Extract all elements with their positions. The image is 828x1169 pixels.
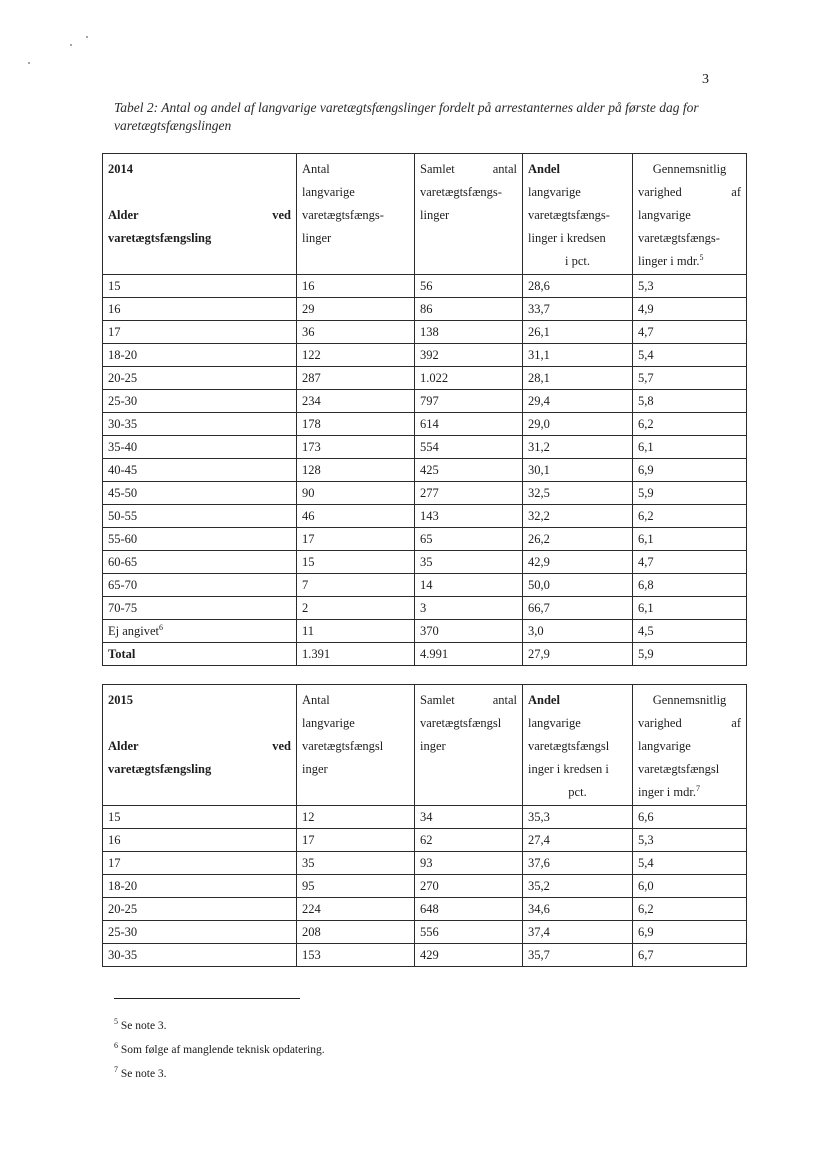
table-header-row [103, 154, 747, 275]
table-total-row [103, 643, 747, 666]
cell-age: 18-20 [103, 875, 297, 898]
cell-age: 16 [103, 298, 297, 321]
cell-antal: 29 [297, 298, 415, 321]
cell-andel: 42,9 [523, 551, 633, 574]
cell-varighed: 6,9 [633, 921, 747, 944]
header-andel: Andel langvarige varetægtsfængsl inger i kredsen i pct. [523, 685, 633, 806]
cell-andel: 34,6 [523, 898, 633, 921]
table-row [103, 436, 747, 459]
cell-age: 40-45 [103, 459, 297, 482]
cell-age: 17 [103, 321, 297, 344]
cell-samlet: 62 [415, 829, 523, 852]
cell-andel: 32,5 [523, 482, 633, 505]
cell-samlet: 34 [415, 806, 523, 829]
cell-andel: 31,1 [523, 344, 633, 367]
cell-samlet: 370 [415, 620, 523, 643]
cell-samlet: 277 [415, 482, 523, 505]
table-header-row [103, 685, 747, 806]
cell-antal: 46 [297, 505, 415, 528]
cell-varighed: 5,7 [633, 367, 747, 390]
cell-varighed: 5,9 [633, 482, 747, 505]
cell-age: 65-70 [103, 574, 297, 597]
scan-speck [70, 44, 72, 46]
cell-total-andel: 27,9 [523, 643, 633, 666]
cell-varighed: 4,7 [633, 321, 747, 344]
cell-varighed: 6,2 [633, 505, 747, 528]
cell-andel: 66,7 [523, 597, 633, 620]
cell-samlet: 35 [415, 551, 523, 574]
header-samlet: Samlet antal varetægtsfængsl inger [415, 685, 523, 806]
table-2015 [102, 684, 747, 967]
cell-samlet: 14 [415, 574, 523, 597]
table-row [103, 505, 747, 528]
table-row [103, 275, 747, 298]
cell-varighed: 6,2 [633, 413, 747, 436]
table-row [103, 620, 747, 643]
cell-antal: 36 [297, 321, 415, 344]
cell-antal: 17 [297, 829, 415, 852]
footnote: $^5$ Se note 3. [114, 1017, 167, 1032]
cell-andel: 30,1 [523, 459, 633, 482]
table-row [103, 806, 747, 829]
cell-age: 60-65 [103, 551, 297, 574]
cell-varighed: 5,3 [633, 275, 747, 298]
cell-antal: 16 [297, 275, 415, 298]
cell-age: 15 [103, 275, 297, 298]
cell-samlet: 86 [415, 298, 523, 321]
cell-andel: 32,2 [523, 505, 633, 528]
cell-antal: 208 [297, 921, 415, 944]
table-row [103, 597, 747, 620]
cell-samlet: 1.022 [415, 367, 523, 390]
cell-andel: 31,2 [523, 436, 633, 459]
table-row [103, 482, 747, 505]
cell-antal: 15 [297, 551, 415, 574]
cell-samlet: 554 [415, 436, 523, 459]
table-row [103, 852, 747, 875]
cell-samlet: 648 [415, 898, 523, 921]
cell-samlet: 93 [415, 852, 523, 875]
cell-varighed: 6,1 [633, 597, 747, 620]
cell-andel: 37,6 [523, 852, 633, 875]
table-row [103, 298, 747, 321]
header-antal: Antal langvarige varetægtsfængs- linger [297, 154, 415, 275]
table-row [103, 829, 747, 852]
cell-age: 35-40 [103, 436, 297, 459]
cell-antal: 11 [297, 620, 415, 643]
scan-speck [28, 62, 30, 64]
cell-andel: 35,3 [523, 806, 633, 829]
cell-varighed: 4,5 [633, 620, 747, 643]
cell-antal: 234 [297, 390, 415, 413]
cell-andel: 35,7 [523, 944, 633, 967]
cell-age: Ej angivet$^6$ [103, 620, 297, 643]
cell-age: 25-30 [103, 390, 297, 413]
cell-total-antal: 1.391 [297, 643, 415, 666]
cell-andel: 37,4 [523, 921, 633, 944]
header-antal: Antal langvarige varetægtsfængsl inger [297, 685, 415, 806]
cell-samlet: 3 [415, 597, 523, 620]
cell-antal: 12 [297, 806, 415, 829]
cell-antal: 173 [297, 436, 415, 459]
table-row [103, 367, 747, 390]
cell-andel: 27,4 [523, 829, 633, 852]
cell-age: 70-75 [103, 597, 297, 620]
cell-samlet: 138 [415, 321, 523, 344]
cell-varighed: 6,2 [633, 898, 747, 921]
header-alder-line1: Alder ved [108, 208, 291, 222]
footnote: $^6$ Som følge af manglende teknisk opdatering. [114, 1041, 325, 1056]
cell-samlet: 797 [415, 390, 523, 413]
cell-antal: 2 [297, 597, 415, 620]
cell-antal: 95 [297, 875, 415, 898]
table-row [103, 898, 747, 921]
footnote: $^7$ Se note 3. [114, 1065, 167, 1080]
page-number: 3 [702, 72, 709, 87]
table-row [103, 574, 747, 597]
cell-varighed: 6,7 [633, 944, 747, 967]
table-row [103, 344, 747, 367]
cell-varighed: 5,4 [633, 852, 747, 875]
cell-andel: 26,2 [523, 528, 633, 551]
cell-samlet: 392 [415, 344, 523, 367]
cell-total-label: Total [103, 643, 297, 666]
cell-samlet: 270 [415, 875, 523, 898]
cell-total-varighed: 5,9 [633, 643, 747, 666]
cell-antal: 287 [297, 367, 415, 390]
footnotes [114, 1014, 325, 1086]
cell-andel: 3,0 [523, 620, 633, 643]
cell-samlet: 614 [415, 413, 523, 436]
cell-samlet: 65 [415, 528, 523, 551]
cell-antal: 17 [297, 528, 415, 551]
cell-antal: 128 [297, 459, 415, 482]
table-2014-body [103, 154, 747, 666]
cell-andel: 28,1 [523, 367, 633, 390]
cell-age: 20-25 [103, 898, 297, 921]
cell-antal: 7 [297, 574, 415, 597]
table-row [103, 459, 747, 482]
cell-total-samlet: 4.991 [415, 643, 523, 666]
cell-samlet: 556 [415, 921, 523, 944]
cell-andel: 28,6 [523, 275, 633, 298]
header-gennemsnit: Gennemsnitlig varighed af langvarige varetægtsfængs- linger i mdr.$^5$ [633, 154, 747, 275]
cell-antal: 153 [297, 944, 415, 967]
cell-varighed: 6,6 [633, 806, 747, 829]
table-row [103, 875, 747, 898]
cell-varighed: 5,8 [633, 390, 747, 413]
cell-age: 20-25 [103, 367, 297, 390]
cell-andel: 50,0 [523, 574, 633, 597]
header-alder [103, 685, 297, 806]
cell-age: 17 [103, 852, 297, 875]
table-2014 [102, 153, 747, 666]
table-row [103, 413, 747, 436]
table-2015-body [103, 685, 747, 967]
cell-age: 25-30 [103, 921, 297, 944]
cell-age: 16 [103, 829, 297, 852]
cell-age: 30-35 [103, 413, 297, 436]
scan-speck [86, 36, 88, 38]
cell-samlet: 56 [415, 275, 523, 298]
table-row [103, 390, 747, 413]
table-row [103, 921, 747, 944]
cell-antal: 178 [297, 413, 415, 436]
header-alder [103, 154, 297, 275]
table-row [103, 321, 747, 344]
cell-varighed: 6,1 [633, 436, 747, 459]
cell-andel: 35,2 [523, 875, 633, 898]
cell-andel: 33,7 [523, 298, 633, 321]
cell-varighed: 4,9 [633, 298, 747, 321]
cell-age: 30-35 [103, 944, 297, 967]
cell-age: 55-60 [103, 528, 297, 551]
table-row [103, 944, 747, 967]
cell-samlet: 143 [415, 505, 523, 528]
cell-samlet: 425 [415, 459, 523, 482]
cell-age: 50-55 [103, 505, 297, 528]
cell-varighed: 6,1 [633, 528, 747, 551]
cell-age: 15 [103, 806, 297, 829]
header-year: 2015 [108, 693, 133, 707]
cell-varighed: 6,8 [633, 574, 747, 597]
cell-antal: 90 [297, 482, 415, 505]
header-samlet: Samlet antal varetægtsfængs- linger [415, 154, 523, 275]
cell-varighed: 6,0 [633, 875, 747, 898]
cell-age: 45-50 [103, 482, 297, 505]
header-alder-line2: varetægtsfængsling [108, 762, 212, 776]
cell-antal: 35 [297, 852, 415, 875]
footnote-divider [114, 998, 300, 999]
cell-andel: 26,1 [523, 321, 633, 344]
cell-varighed: 4,7 [633, 551, 747, 574]
header-alder-line2: varetægtsfængsling [108, 231, 212, 245]
cell-varighed: 5,4 [633, 344, 747, 367]
cell-varighed: 6,9 [633, 459, 747, 482]
cell-varighed: 5,3 [633, 829, 747, 852]
header-andel: Andel langvarige varetægtsfængs- linger i kredsen i pct. [523, 154, 633, 275]
table-caption: Tabel 2: Antal og andel af langvarige varetægtsfængslinger fordelt på arrestanternes alder på første dag for varetægtsfængslingen [114, 100, 699, 133]
cell-andel: 29,4 [523, 390, 633, 413]
cell-age: 18-20 [103, 344, 297, 367]
table-row [103, 551, 747, 574]
header-gennemsnit: Gennemsnitlig varighed af langvarige varetægtsfængsl inger i mdr.$^7$ [633, 685, 747, 806]
table-row [103, 528, 747, 551]
cell-antal: 122 [297, 344, 415, 367]
cell-antal: 224 [297, 898, 415, 921]
header-alder-line1: Alder ved [108, 739, 291, 753]
header-year: 2014 [108, 162, 133, 176]
cell-andel: 29,0 [523, 413, 633, 436]
cell-samlet: 429 [415, 944, 523, 967]
